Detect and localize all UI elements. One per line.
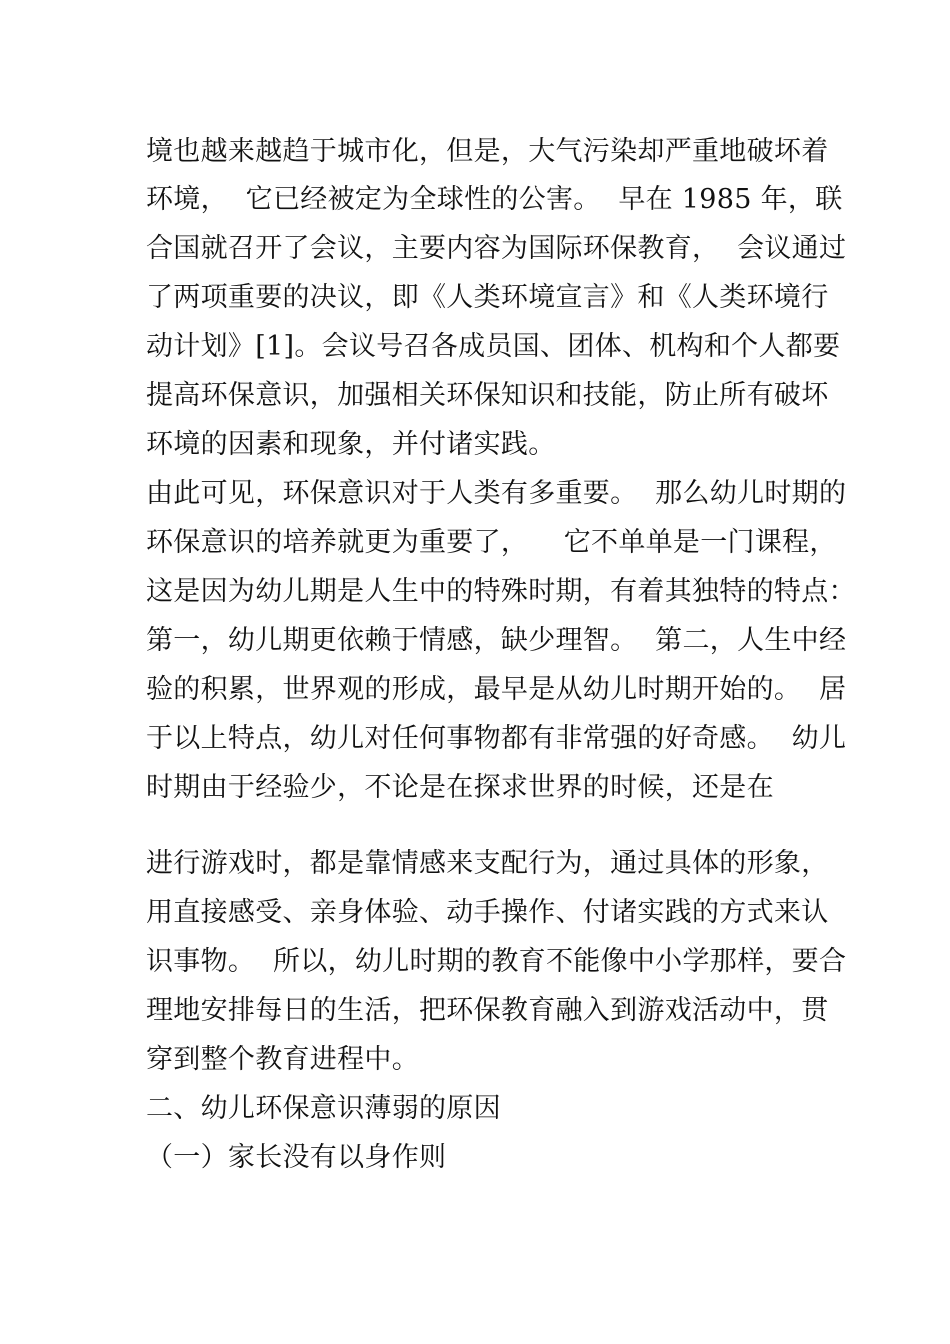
- text-line: 第一，幼儿期更依赖于情感，缺少理智。 第二，人生中经: [146, 625, 847, 656]
- text-line: 穿到整个教育进程中。: [146, 1044, 419, 1075]
- text-line: 动计划》[1]。会议号召各成员国、团体、机构和个人都要: [146, 331, 841, 362]
- section-heading: 二、幼儿环保意识薄弱的原因: [146, 1093, 501, 1124]
- text-line: 合国就召开了会议，主要内容为国际环保教育， 会议通过: [146, 233, 847, 264]
- text-line: 环保意识的培养就更为重要了， 它不单单是一门课程，: [146, 527, 837, 558]
- text-line: 验的积累，世界观的形成，最早是从幼儿时期开始的。 居: [146, 674, 847, 705]
- text-line: 理地安排每日的生活，把环保教育融入到游戏活动中，贯: [146, 995, 829, 1026]
- text-line: 用直接感受、亲身体验、动手操作、付诸实践的方式来认: [146, 897, 829, 928]
- text-line: 提高环保意识，加强相关环保知识和技能，防止所有破坏: [146, 380, 829, 411]
- text-line: 于以上特点，幼儿对任何事物都有非常强的好奇感。 幼儿: [146, 723, 847, 754]
- subsection-heading: （一）家长没有以身作则: [146, 1142, 447, 1173]
- text-line: 境也越来越趋于城市化，但是，大气污染却严重地破坏着: [146, 136, 829, 167]
- text-line: 这是因为幼儿期是人生中的特殊时期，有着其独特的特点：: [146, 576, 856, 607]
- text-line: 环境的因素和现象，并付诸实践。: [146, 429, 556, 460]
- text-line: 由此可见，环保意识对于人类有多重要。 那么幼儿时期的: [146, 478, 847, 509]
- text-line: 了两项重要的决议，即《人类环境宣言》和《人类环境行: [146, 282, 829, 313]
- text-line: 环境， 它已经被定为全球性的公害。 早在 1985 年，联: [146, 184, 843, 215]
- text-line: 识事物。 所以，幼儿时期的教育不能像中小学那样，要合: [146, 946, 847, 977]
- text-line: 进行游戏时，都是靠情感来支配行为，通过具体的形象，: [146, 848, 829, 879]
- text-line: 时期由于经验少，不论是在探求世界的时候，还是在: [146, 772, 774, 803]
